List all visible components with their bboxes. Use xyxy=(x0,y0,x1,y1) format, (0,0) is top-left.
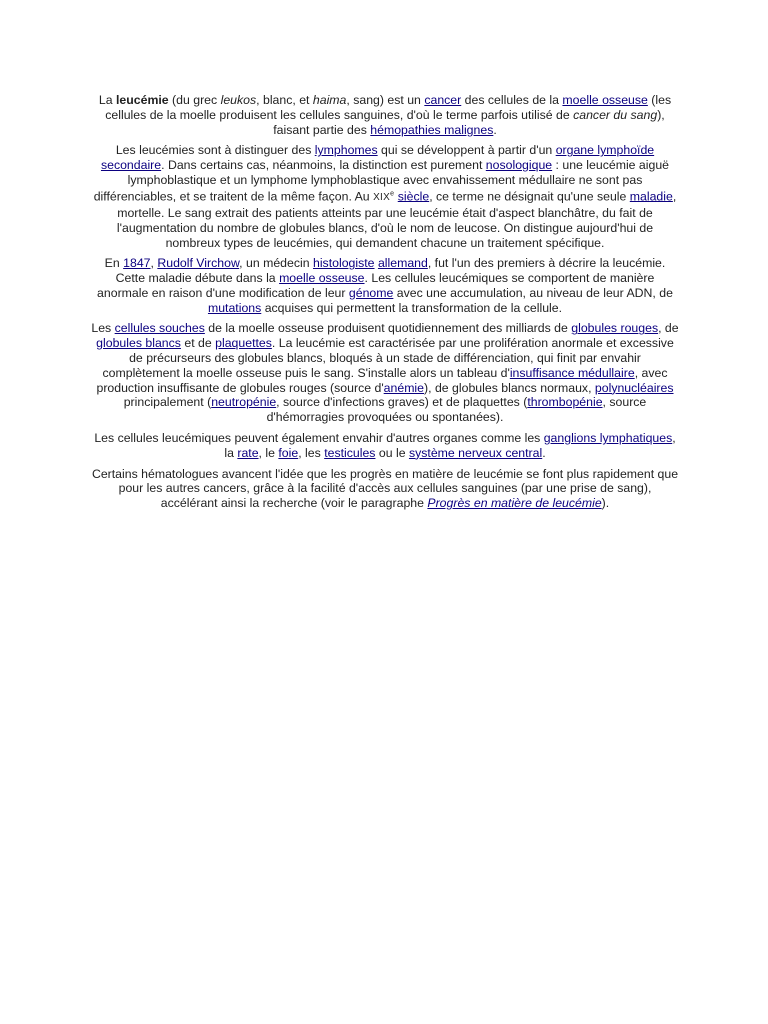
italic-term: cancer du sang xyxy=(573,107,658,122)
link-anemie[interactable]: anémie xyxy=(383,380,425,395)
body-text: , fut l'un des premiers à décrire la leucémie. Cette maladie débute dans la xyxy=(115,256,666,286)
link-insuffisance-medullaire[interactable]: insuffisance médullaire xyxy=(509,365,635,380)
body-text: , ce terme ne désignait qu'une seule xyxy=(429,189,630,204)
paragraph-organ-invasion xyxy=(90,431,680,461)
link-allemand[interactable]: allemand xyxy=(377,256,428,271)
body-text: ), de globules blancs normaux, xyxy=(424,380,595,395)
body-text: , un médecin xyxy=(239,256,313,271)
link-hemopathies-malignes[interactable]: hémopathies malignes xyxy=(370,122,494,137)
link-plaquettes[interactable]: plaquettes xyxy=(215,336,272,351)
body-text: . La leucémie est caractérisée par une prolifération anormale et excessive de précurseurs des globules blancs, bloqués à un stade de différenciation, qui finit par envahir complètement la moelle osseuse puis le sang. S'installe alors un tableau d' xyxy=(102,336,674,380)
body-text: , source d'hémorragies provoquées ou spontanées). xyxy=(266,395,647,425)
body-text: qui se développent à partir d'un xyxy=(377,143,556,158)
link-siecle[interactable]: siècle xyxy=(397,189,430,204)
link-mutations[interactable]: mutations xyxy=(207,300,262,315)
bold-term: leucémie xyxy=(116,93,169,107)
body-text: et de xyxy=(180,336,216,351)
paragraph-lymphoma-distinction xyxy=(90,143,680,250)
body-text: principalement ( xyxy=(123,395,212,410)
century-number: XIX xyxy=(373,192,391,204)
link-1847[interactable]: 1847 xyxy=(123,256,151,271)
body-text: Certains hématologues avancent l'idée que les progrès en matière de leucémie se font plus rapidement que pour les autres cancers, grâce à la facilité d'accès aux cellules sanguines (par une prise de sang), accélérant ainsi la recherche (voir le paragraphe xyxy=(91,466,679,511)
body-text: , le xyxy=(258,445,279,460)
body-text: ou le xyxy=(375,445,409,460)
body-text: Les leucémies sont à distinguer des xyxy=(115,143,315,158)
body-text: . xyxy=(493,122,497,137)
body-text: , xyxy=(150,256,158,271)
body-text: ), faisant partie des xyxy=(273,107,665,137)
link-thrombopenie[interactable]: thrombopénie xyxy=(527,395,603,410)
link-cellules-souches[interactable]: cellules souches xyxy=(114,321,205,336)
article-body xyxy=(90,93,680,517)
century-numeral xyxy=(373,192,394,203)
body-text: Les xyxy=(91,321,115,336)
link-ganglions-lymphatiques[interactable]: ganglions lymphatiques xyxy=(543,431,673,446)
body-text: , la xyxy=(224,431,676,460)
body-text: , avec production insuffisante de globules rouges (source d' xyxy=(96,365,668,395)
body-text: (les cellules de la moelle produisent les cellules sanguines, d'où le terme parfois utilisé de xyxy=(105,93,672,122)
body-text: avec une accumulation, au niveau de leur ADN, de xyxy=(393,285,673,300)
link-globules-blancs[interactable]: globules blancs xyxy=(96,336,181,351)
paragraph-definition xyxy=(90,93,680,137)
body-text: des cellules de la xyxy=(461,93,563,107)
body-text: En xyxy=(104,256,124,271)
link-cancer[interactable]: cancer xyxy=(424,93,462,107)
body-text: , blanc, et xyxy=(256,93,313,107)
link-neutropenie[interactable]: neutropénie xyxy=(211,395,277,410)
link-rate[interactable]: rate xyxy=(237,445,259,460)
body-text: . xyxy=(542,445,546,460)
body-text: , mortelle. Le sang extrait des patients atteints par une leucémie était d'aspect blanchâtre, du fait de l'augmentation du nombre de globules blancs, d'où le nom de leucose. On distingue aujourd'hui de nombreux types de leucémies, qui demandent chacune un traitement spécifique. xyxy=(116,189,677,250)
link-rudolf-virchow[interactable]: Rudolf Virchow xyxy=(157,256,240,271)
link-lymphomes[interactable]: lymphomes xyxy=(314,143,378,158)
body-text: acquises qui permettent la transformation de la cellule. xyxy=(261,300,563,315)
body-text: , source d'infections graves) et de plaquettes ( xyxy=(276,395,528,410)
paragraph-pathophysiology xyxy=(90,321,680,425)
body-text: Les cellules leucémiques peuvent également envahir d'autres organes comme les xyxy=(94,431,544,446)
body-text: . Dans certains cas, néanmoins, la distinction est purement xyxy=(161,158,486,173)
link-testicules[interactable]: testicules xyxy=(324,445,376,460)
paragraph-history xyxy=(90,256,680,315)
body-text: , de xyxy=(658,321,679,336)
link-organe-lymphoide-secondaire[interactable]: organe lymphoïde secondaire xyxy=(100,143,655,173)
paragraph-research-progress xyxy=(90,467,680,511)
link-maladie[interactable]: maladie xyxy=(629,189,673,204)
body-text: (du grec xyxy=(168,93,221,107)
link-histologiste[interactable]: histologiste xyxy=(312,256,375,271)
italic-term: haima xyxy=(312,93,347,107)
body-text: . Les cellules leucémiques se comportent de manière anormale en raison d'une modification de leur xyxy=(97,271,655,300)
link-globules-rouges[interactable]: globules rouges xyxy=(571,321,659,336)
body-text: : une leucémie aiguë lymphoblastique et un lymphome lymphoblastique avec envahissement médullaire ne sont pas différenciables, et se traitent de la même façon. Au xyxy=(93,158,670,204)
body-text: ). xyxy=(601,496,610,511)
link-moelle-osseuse[interactable]: moelle osseuse xyxy=(562,93,648,107)
link-progres-en-matiere-de-leucemie[interactable]: Progrès en matière de leucémie xyxy=(427,496,602,511)
body-text: , les xyxy=(298,445,325,460)
body-text: La xyxy=(98,93,116,107)
link-polynucleaires[interactable]: polynucléaires xyxy=(594,380,674,395)
link-foie[interactable]: foie xyxy=(278,445,299,460)
link-moelle-osseuse[interactable]: moelle osseuse xyxy=(279,271,365,286)
century-suffix: e xyxy=(390,190,395,198)
body-text: , sang) est un xyxy=(346,93,425,107)
italic-term: leukos xyxy=(220,93,257,107)
body-text: de la moelle osseuse produisent quotidiennement des milliards de xyxy=(204,321,572,336)
link-nosologique[interactable]: nosologique xyxy=(485,158,553,173)
link-systeme-nerveux-central[interactable]: système nerveux central xyxy=(408,445,543,460)
link-genome[interactable]: génome xyxy=(348,285,394,300)
